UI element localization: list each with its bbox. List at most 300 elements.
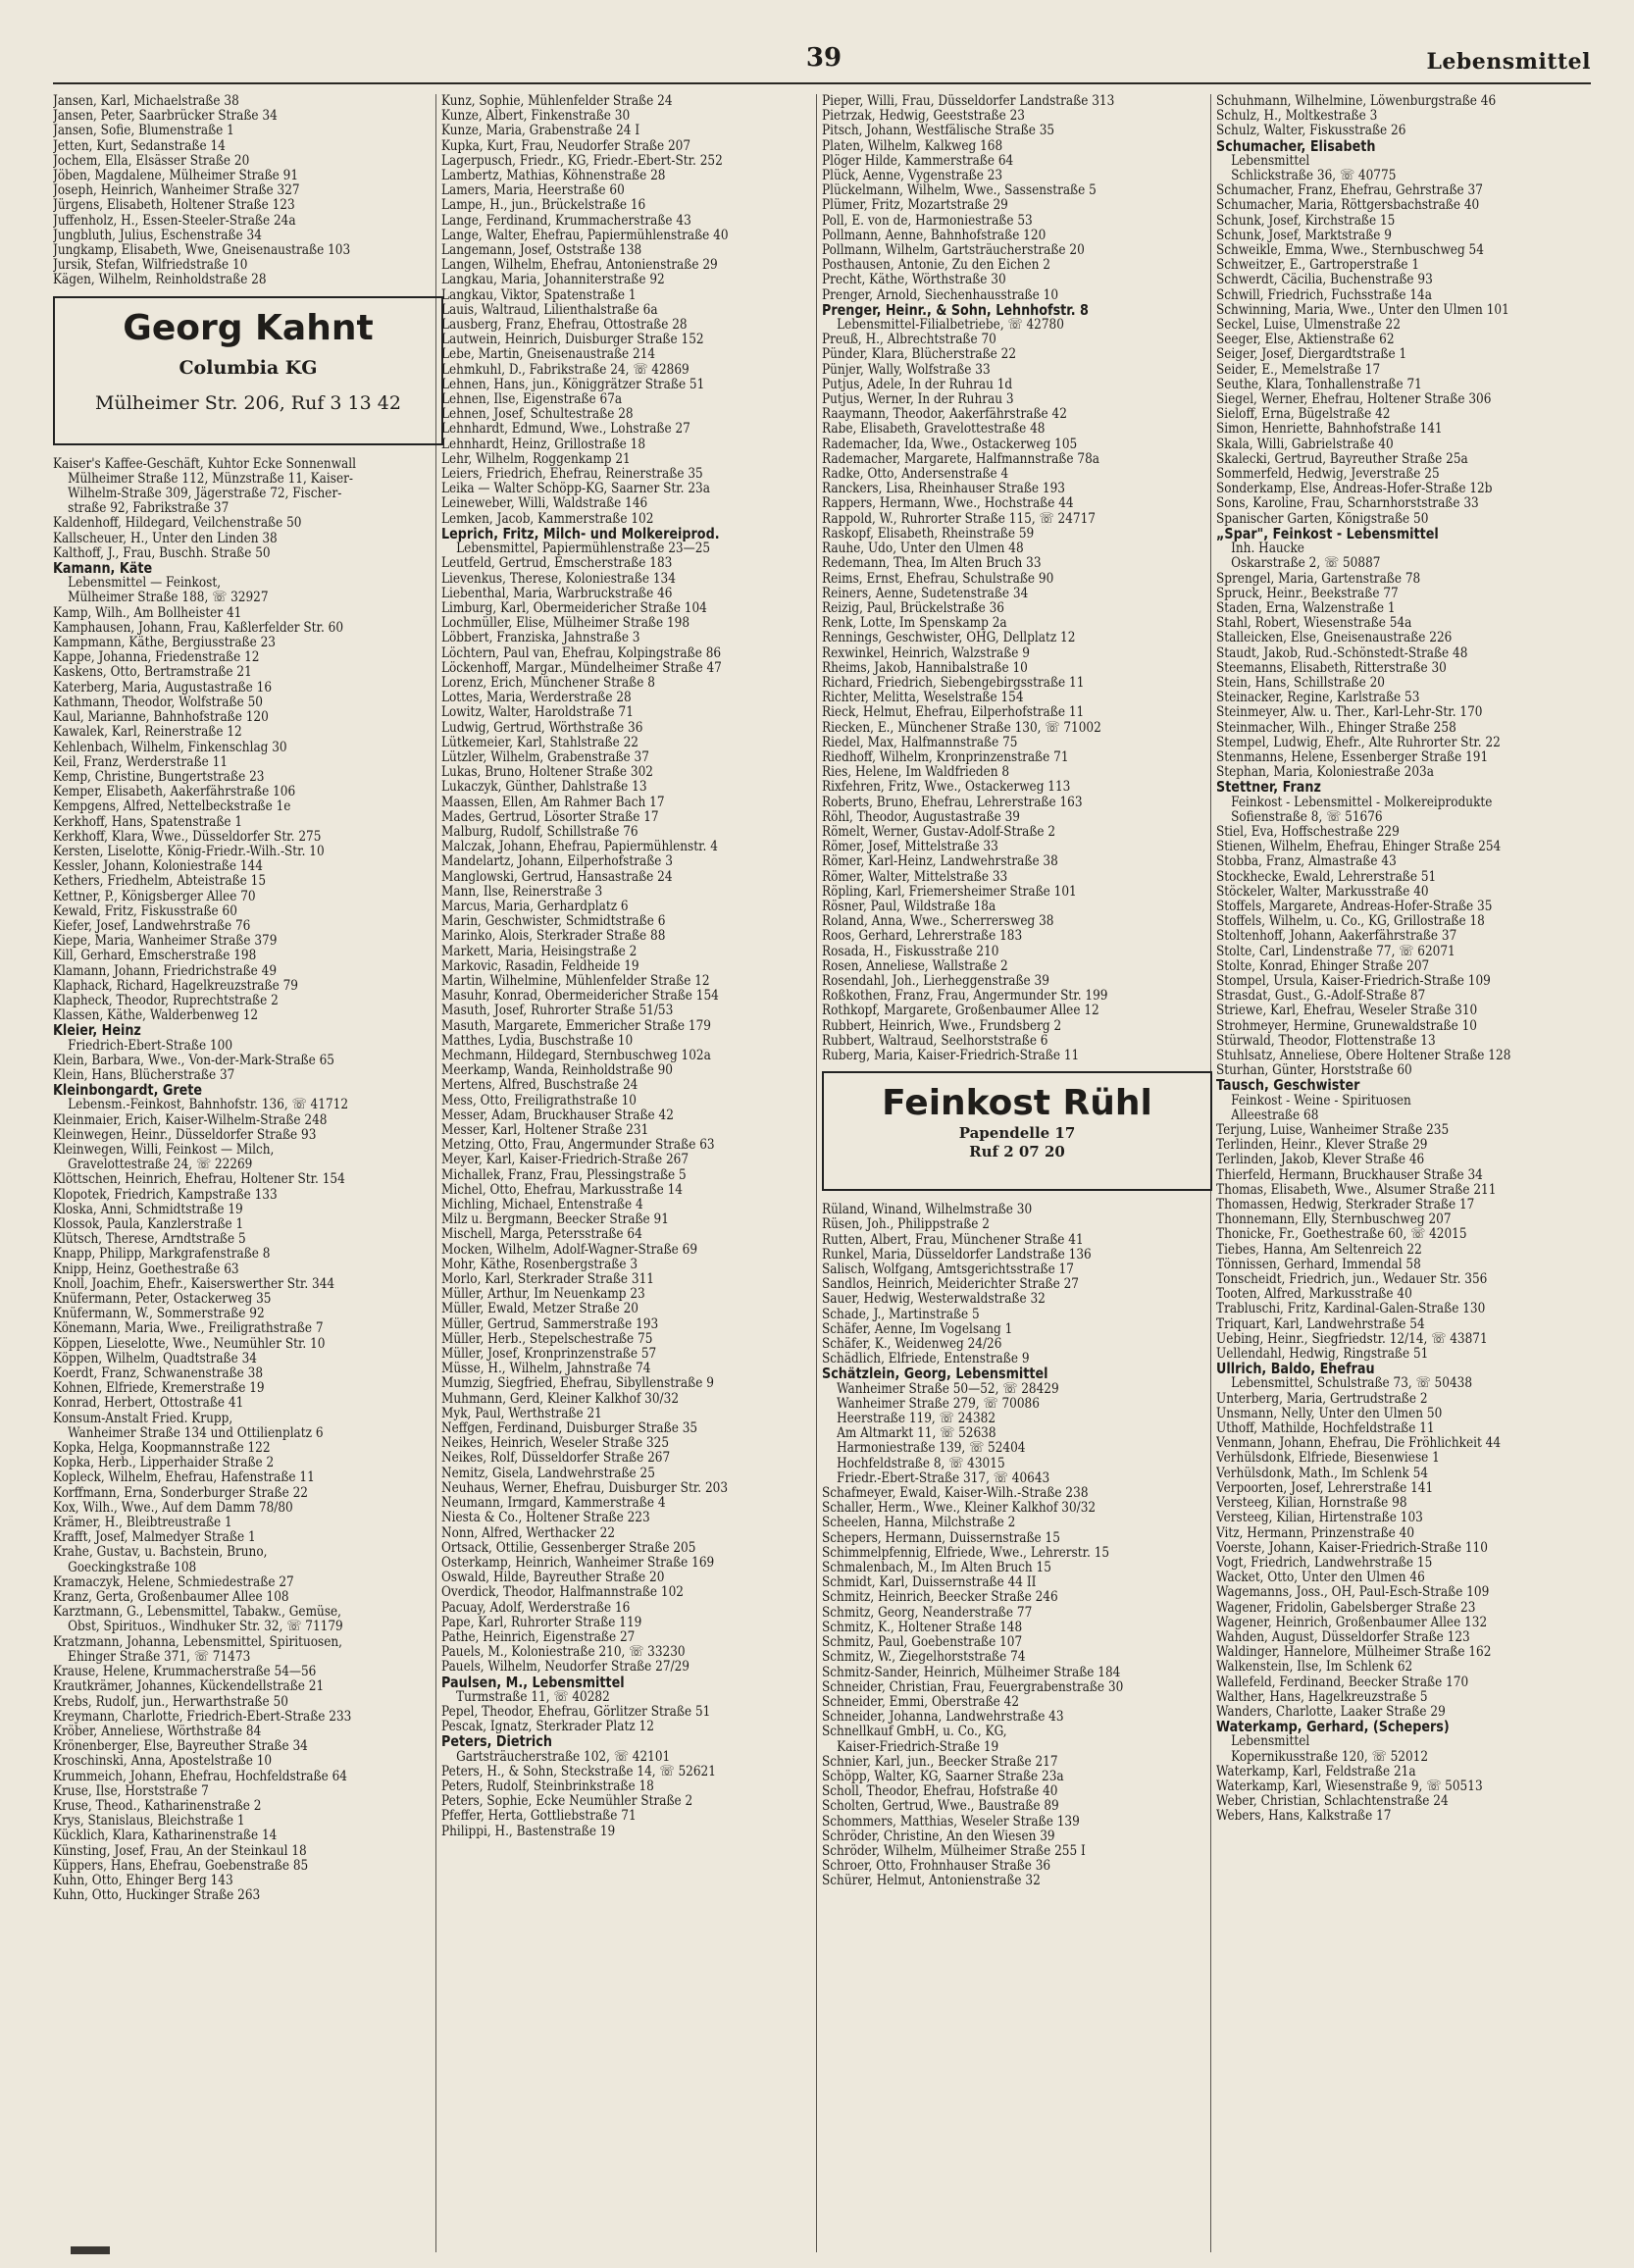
directory-entry: Thonicke, Fr., Goethestraße 60, ☏ 42015 — [1216, 1227, 1467, 1243]
directory-entry: Jungkamp, Elisabeth, Wwe, Gneisenaustraße 103 — [53, 243, 351, 259]
directory-column-4 — [1216, 94, 1608, 2258]
directory-entry: Skala, Willi, Gabrielstraße 40 — [1216, 437, 1394, 452]
directory-entry: Schunk, Josef, Kirchstraße 15 — [1216, 213, 1396, 229]
directory-entry: Kuhn, Otto, Huckinger Straße 263 — [53, 1888, 261, 1904]
directory-entry: Ranckers, Lisa, Rheinhauser Straße 193 — [822, 482, 1065, 497]
directory-entry: Klamann, Johann, Friedrichstraße 49 — [53, 963, 278, 979]
directory-entry: Künsting, Josef, Frau, An der Steinkaul 18 — [53, 1843, 307, 1859]
directory-entry: Spruck, Heinr., Beekstraße 77 — [1216, 586, 1399, 601]
entry-continuation: Mülheimer Straße 188, ☏ 32927 — [68, 591, 269, 606]
directory-entry: Stienen, Wilhelm, Ehefrau, Ehinger Straße 254 — [1216, 840, 1502, 855]
entry-heading: Prenger, Heinr., & Sohn, Lehnhofstr. 8 — [822, 302, 1089, 319]
directory-entry: Scholl, Theodor, Ehefrau, Hofstraße 40 — [822, 1784, 1058, 1800]
entry-continuation: Obst, Spirituos., Windhuker Str. 32, ☏ 71179 — [68, 1620, 343, 1635]
directory-entry: Röhl, Theodor, Augustastraße 39 — [822, 809, 1020, 825]
directory-entry: Stolte, Konrad, Ehinger Straße 207 — [1216, 958, 1430, 974]
directory-entry: Steinacker, Regine, Karlstraße 53 — [1216, 691, 1420, 706]
directory-entry: Schröder, Christine, An den Wiesen 39 — [822, 1829, 1055, 1844]
directory-entry: Messer, Karl, Holtener Straße 231 — [441, 1123, 649, 1139]
directory-entry: Müller, Gertrud, Sammerstraße 193 — [441, 1316, 659, 1332]
entry-continuation: Am Altmarkt 11, ☏ 52638 — [837, 1426, 996, 1442]
directory-entry: Kratzmann, Johanna, Lebensmittel, Spirituosen, — [53, 1634, 342, 1650]
directory-entry: Kägen, Wilhelm, Reinholdstraße 28 — [53, 273, 267, 288]
directory-entry: Kaldenhoff, Hildegard, Veilchenstraße 50 — [53, 516, 302, 532]
directory-entry: Stephan, Maria, Koloniestraße 203a — [1216, 765, 1434, 781]
directory-entry: Rothkopf, Margarete, Großenbaumer Allee 12 — [822, 1004, 1099, 1019]
directory-entry: Oswald, Hilde, Bayreuther Straße 20 — [441, 1571, 665, 1586]
entry-continuation: Wanheimer Straße 134 und Ottilienplatz 6 — [68, 1425, 324, 1441]
entry-continuation: Oskarstraße 2, ☏ 50887 — [1231, 556, 1381, 572]
directory-entry: Vogt, Friedrich, Landwehrstraße 15 — [1216, 1555, 1433, 1571]
directory-entry: Seiger, Josef, Diergardtstraße 1 — [1216, 347, 1407, 363]
directory-entry: Steemanns, Elisabeth, Ritterstraße 30 — [1216, 660, 1447, 676]
directory-entry: Löchtern, Paul van, Ehefrau, Kolpingstraße 86 — [441, 645, 722, 661]
directory-entry: Voerste, Johann, Kaiser-Friedrich-Straße 110 — [1216, 1540, 1488, 1556]
advertisement-box — [53, 296, 443, 445]
directory-entry: Stockhecke, Ewald, Lehrerstraße 51 — [1216, 869, 1437, 885]
directory-entry: Pollmann, Wilhelm, Gartsträucherstraße 20 — [822, 243, 1085, 259]
directory-entry: Nemitz, Gisela, Landwehrstraße 25 — [441, 1466, 655, 1481]
directory-entry: Peters, H., & Sohn, Steckstraße 14, ☏ 52621 — [441, 1764, 716, 1779]
directory-entry: Staden, Erna, Walzenstraße 1 — [1216, 600, 1396, 616]
directory-entry: Scholten, Gertrud, Wwe., Baustraße 89 — [822, 1799, 1059, 1815]
directory-entry: Rutten, Albert, Frau, Münchener Straße 41 — [822, 1232, 1084, 1248]
directory-entry: Schuhmann, Wilhelmine, Löwenburgstraße 46 — [1216, 94, 1497, 109]
directory-entry: Salisch, Wolfgang, Amtsgerichtsstraße 17 — [822, 1263, 1074, 1278]
directory-entry: Neuhaus, Werner, Ehefrau, Duisburger Str. 203 — [441, 1480, 729, 1496]
page-number: 39 — [805, 43, 843, 73]
directory-entry: Rosada, H., Fiskusstraße 210 — [822, 944, 999, 959]
directory-entry: Schmitz, Paul, Goebenstraße 107 — [822, 1635, 1023, 1651]
directory-entry: Metzing, Otto, Frau, Angermunder Straße 63 — [441, 1138, 715, 1154]
directory-entry: Meyer, Karl, Kaiser-Friedrich-Straße 267 — [441, 1153, 689, 1168]
entry-continuation: Kopernikusstraße 120, ☏ 52012 — [1231, 1749, 1429, 1765]
directory-entry: Lange, Walter, Ehefrau, Papiermühlenstraße 40 — [441, 228, 729, 243]
directory-entry: Jansen, Peter, Saarbrücker Straße 34 — [53, 109, 278, 125]
directory-entry: Meerkamp, Wanda, Reinholdstraße 90 — [441, 1063, 673, 1079]
directory-entry: Skalecki, Gertrud, Bayreuther Straße 25a — [1216, 451, 1468, 467]
directory-entry: Seckel, Luise, Ulmenstraße 22 — [1216, 318, 1401, 334]
directory-entry: Kunze, Albert, Finkenstraße 30 — [441, 109, 631, 125]
directory-entry: Osterkamp, Heinrich, Wanheimer Straße 169 — [441, 1555, 715, 1571]
directory-entry: Rheims, Jakob, Hannibalstraße 10 — [822, 660, 1028, 676]
directory-entry: Römer, Walter, Mittelstraße 33 — [822, 869, 1008, 885]
entry-heading: Paulsen, M., Lebensmittel — [441, 1675, 625, 1690]
directory-entry: Römelt, Werner, Gustav-Adolf-Straße 2 — [822, 824, 1056, 840]
directory-entry: Thomas, Elisabeth, Wwe., Alsumer Straße 211 — [1216, 1182, 1497, 1198]
directory-entry: Wagener, Heinrich, Großenbaumer Allee 132 — [1216, 1615, 1488, 1630]
directory-entry: Schumacher, Franz, Ehefrau, Gehrstraße 37 — [1216, 183, 1483, 199]
directory-entry: Kathmann, Theodor, Wolfstraße 50 — [53, 695, 263, 710]
directory-entry: Kopleck, Wilhelm, Ehefrau, Hafenstraße 11 — [53, 1470, 315, 1486]
entry-continuation: Lebensmittel, Schulstraße 73, ☏ 50438 — [1231, 1376, 1473, 1392]
entry-continuation: Lebensmittel, Papiermühlenstraße 23—25 — [456, 541, 711, 557]
directory-entry: Webers, Hans, Kalkstraße 17 — [1216, 1809, 1392, 1825]
directory-entry: Stuhlsatz, Anneliese, Obere Holtener Straße 128 — [1216, 1049, 1511, 1063]
directory-entry: Klein, Barbara, Wwe., Von-der-Mark-Straße 65 — [53, 1053, 334, 1068]
directory-entry: Mann, Ilse, Reinerstraße 3 — [441, 884, 603, 900]
directory-entry: Kettner, P., Königsberger Allee 70 — [53, 889, 256, 904]
directory-entry: Philippi, H., Bastenstraße 19 — [441, 1824, 616, 1839]
directory-entry: Stiel, Eva, Hoffschestraße 229 — [1216, 824, 1400, 840]
directory-entry: Sommerfeld, Hedwig, Jeverstraße 25 — [1216, 467, 1440, 483]
directory-entry: Schweitzer, E., Gartroperstraße 1 — [1216, 258, 1420, 274]
directory-entry: Kroschinski, Anna, Apostelstraße 10 — [53, 1754, 273, 1770]
directory-entry: Raskopf, Elisabeth, Rheinstraße 59 — [822, 526, 1035, 541]
directory-entry: Schnier, Karl, jun., Beecker Straße 217 — [822, 1754, 1058, 1770]
directory-entry: Schumacher, Maria, Röttgersbachstraße 40 — [1216, 198, 1480, 214]
directory-entry: Verhülsdonk, Math., Im Schlenk 54 — [1216, 1466, 1429, 1481]
ad-company-name: Feinkost Rühl — [882, 1083, 1152, 1124]
directory-entry: Sonderkamp, Else, Andreas-Hofer-Straße 12b — [1216, 482, 1493, 497]
directory-entry: Putjus, Adele, In der Ruhrau 1d — [822, 377, 1013, 392]
entry-continuation: Lebensmittel-Filialbetriebe, ☏ 42780 — [837, 318, 1064, 334]
directory-entry: Neumann, Irmgard, Kammerstraße 4 — [441, 1496, 666, 1512]
directory-entry: Röpling, Karl, Friemersheimer Straße 101 — [822, 884, 1077, 900]
directory-entry: Verpoorten, Josef, Lehrerstraße 141 — [1216, 1480, 1434, 1496]
entry-continuation: Sofienstraße 8, ☏ 51676 — [1231, 809, 1383, 825]
directory-entry: Stürwald, Theodor, Flottenstraße 13 — [1216, 1033, 1436, 1049]
directory-entry: Krafft, Josef, Malmedyer Straße 1 — [53, 1530, 256, 1546]
directory-entry: Stompel, Ursula, Kaiser-Friedrich-Straße 109 — [1216, 973, 1491, 989]
directory-entry: Leineweber, Willi, Waldstraße 146 — [441, 496, 648, 512]
directory-entry: Leutfeld, Gertrud, Emscherstraße 183 — [441, 556, 673, 572]
directory-entry: Pietrzak, Hedwig, Geeststraße 23 — [822, 109, 1025, 125]
entry-heading: „Spar", Feinkost - Lebensmittel — [1216, 526, 1439, 542]
advertisement-box — [822, 1071, 1212, 1191]
entry-continuation: Mülheimer Straße 112, Münzstraße 11, Kaiser- — [68, 471, 353, 487]
directory-entry: Posthausen, Antonie, Zu den Eichen 2 — [822, 258, 1050, 274]
entry-continuation: Turmstraße 11, ☏ 40282 — [456, 1689, 610, 1705]
directory-entry: Preuß, H., Albrechtstraße 70 — [822, 333, 996, 348]
directory-entry: Rixfehren, Fritz, Wwe., Ostackerweg 113 — [822, 780, 1071, 796]
directory-entry: Wallefeld, Ferdinand, Beecker Straße 170 — [1216, 1675, 1469, 1690]
directory-entry: Kamp, Wilh., Am Bollheister 41 — [53, 605, 242, 621]
header-rule — [53, 82, 1591, 84]
directory-entry: Schneider, Christian, Frau, Feuergrabenstraße 30 — [822, 1679, 1124, 1695]
directory-entry: Neikes, Rolf, Düsseldorfer Straße 267 — [441, 1451, 671, 1467]
directory-entry: Richard, Friedrich, Siebengebirgsstraße 11 — [822, 675, 1085, 691]
directory-entry: Muhmann, Gerd, Kleiner Kalkhof 30/32 — [441, 1391, 680, 1407]
directory-entry: Klapheck, Theodor, Ruprechtstraße 2 — [53, 993, 279, 1008]
directory-entry: Thomassen, Hedwig, Sterkrader Straße 17 — [1216, 1198, 1475, 1213]
directory-entry: Roos, Gerhard, Lehrerstraße 183 — [822, 929, 1023, 945]
directory-entry: Kruse, Ilse, Horststraße 7 — [53, 1783, 209, 1799]
directory-entry: Raaymann, Theodor, Aakerfährstraße 42 — [822, 407, 1067, 423]
directory-entry: Krebs, Rudolf, jun., Herwarthstraße 50 — [53, 1694, 288, 1710]
directory-entry: Markovic, Rasadin, Feldheide 19 — [441, 958, 639, 974]
entry-continuation: Ehinger Straße 371, ☏ 71473 — [68, 1649, 251, 1665]
directory-entry: Kaskens, Otto, Bertramstraße 21 — [53, 665, 252, 681]
directory-entry: Kleinwegen, Willi, Feinkost — Milch, — [53, 1142, 275, 1158]
directory-entry: Sauer, Hedwig, Westerwaldstraße 32 — [822, 1292, 1046, 1308]
directory-entry: Rüsen, Joh., Philippstraße 2 — [822, 1217, 990, 1233]
directory-entry: Plückelmann, Wilhelm, Wwe., Sassenstraße 5 — [822, 183, 1097, 199]
directory-entry: Schürer, Helmut, Antonienstraße 32 — [822, 1874, 1041, 1889]
directory-entry: Redemann, Thea, Im Alten Bruch 33 — [822, 556, 1042, 572]
directory-entry: Langemann, Josef, Oststraße 138 — [441, 243, 642, 259]
directory-entry: Ortsack, Ottilie, Gessenberger Straße 205 — [441, 1540, 696, 1556]
directory-entry: Klein, Hans, Blücherstraße 37 — [53, 1067, 235, 1083]
directory-entry: Michel, Otto, Ehefrau, Markusstraße 14 — [441, 1182, 683, 1198]
directory-entry: Lowitz, Walter, Haroldstraße 71 — [441, 705, 634, 721]
directory-entry: Malczak, Johann, Ehefrau, Papiermühlenstr. 4 — [441, 840, 718, 855]
directory-entry: Pepel, Theodor, Ehefrau, Görlitzer Straße 51 — [441, 1704, 711, 1720]
directory-entry: Pünder, Klara, Blücherstraße 22 — [822, 347, 1017, 363]
directory-entry: Sons, Karoline, Frau, Scharnhorststraße 33 — [1216, 496, 1479, 512]
ad-address: Papendelle 17 — [958, 1124, 1076, 1143]
directory-entry: Roland, Anna, Wwe., Scherrersweg 38 — [822, 914, 1054, 930]
entry-continuation: Friedr.-Ebert-Straße 317, ☏ 40643 — [837, 1470, 1050, 1486]
directory-entry: Stempel, Ludwig, Ehefr., Alte Ruhrorter Str. 22 — [1216, 735, 1501, 750]
directory-entry: Kox, Wilh., Wwe., Auf dem Damm 78/80 — [53, 1500, 293, 1516]
directory-entry: Morlo, Karl, Sterkrader Straße 311 — [441, 1272, 654, 1288]
entry-continuation: Schlickstraße 36, ☏ 40775 — [1231, 169, 1397, 184]
directory-entry: Lebe, Martin, Gneisenaustraße 214 — [441, 347, 656, 363]
entry-continuation: Lebensmittel — Feinkost, — [68, 576, 222, 592]
directory-entry: Vitz, Hermann, Prinzenstraße 40 — [1216, 1525, 1415, 1541]
entry-heading: Tausch, Geschwister — [1216, 1078, 1360, 1094]
directory-entry: Rubbert, Waltraud, Seelhorststraße 6 — [822, 1033, 1048, 1049]
directory-entry: Stoffels, Margarete, Andreas-Hofer-Straße 35 — [1216, 899, 1493, 914]
directory-entry: Lehnen, Hans, jun., Königgrätzer Straße 51 — [441, 377, 705, 392]
directory-entry: Sandlos, Heinrich, Meiderichter Straße 27 — [822, 1277, 1079, 1293]
directory-entry: Uebing, Heinr., Siegfriedstr. 12/14, ☏ 43871 — [1216, 1331, 1488, 1347]
directory-entry: Riedel, Max, Halfmannstraße 75 — [822, 735, 1018, 750]
directory-entry: Reiners, Aenne, Sudetenstraße 34 — [822, 586, 1029, 601]
directory-entry: Schafmeyer, Ewald, Kaiser-Wilh.-Straße 238 — [822, 1486, 1089, 1502]
directory-entry: Schröder, Wilhelm, Mülheimer Straße 255 I — [822, 1843, 1086, 1859]
directory-entry: Langkau, Maria, Johanniterstraße 92 — [441, 273, 665, 288]
directory-entry: Knüfermann, Peter, Ostackerweg 35 — [53, 1292, 272, 1308]
directory-entry: Thierfeld, Hermann, Bruckhauser Straße 34 — [1216, 1167, 1483, 1183]
directory-entry: Lorenz, Erich, Münchener Straße 8 — [441, 675, 655, 691]
directory-entry: Pape, Karl, Ruhrorter Straße 119 — [441, 1615, 642, 1630]
directory-entry: Stenmanns, Helene, Essenberger Straße 191 — [1216, 749, 1489, 765]
directory-entry: Kersten, Liselotte, König-Friedr.-Wilh.-Str. 10 — [53, 844, 325, 859]
directory-entry: Plück, Aenne, Vygenstraße 23 — [822, 169, 1003, 184]
directory-entry: Lange, Ferdinand, Krummacherstraße 43 — [441, 213, 691, 229]
directory-entry: Lützler, Wilhelm, Grabenstraße 37 — [441, 749, 649, 765]
directory-entry: Stein, Hans, Schillstraße 20 — [1216, 675, 1385, 691]
directory-entry: Kaul, Marianne, Bahnhofstraße 120 — [53, 710, 269, 726]
directory-entry: Lauis, Waltraud, Lilienthalstraße 6a — [441, 302, 658, 318]
directory-entry: Wagener, Fridolin, Gabelsberger Straße 23 — [1216, 1600, 1476, 1616]
directory-entry: Schimmelpfennig, Elfriede, Wwe., Lehrerstr. 15 — [822, 1545, 1110, 1561]
directory-entry: Pollmann, Aenne, Bahnhofstraße 120 — [822, 228, 1047, 243]
entry-heading: Kleier, Heinz — [53, 1023, 141, 1039]
directory-entry: Stöckeler, Walter, Markusstraße 40 — [1216, 884, 1429, 900]
directory-entry: Kreymann, Charlotte, Friedrich-Ebert-Straße 233 — [53, 1709, 352, 1725]
directory-entry: Markett, Maria, Heisingstraße 2 — [441, 944, 638, 959]
directory-entry: Ruberg, Maria, Kaiser-Friedrich-Straße 11 — [822, 1049, 1080, 1063]
directory-entry: Michallek, Franz, Frau, Plessingstraße 5 — [441, 1167, 687, 1183]
entry-continuation: Lebensmittel — [1231, 153, 1310, 169]
directory-entry: Lukaczyk, Günther, Dahlstraße 13 — [441, 780, 647, 796]
directory-entry: Kehlenbach, Wilhelm, Finkenschlag 30 — [53, 740, 287, 755]
directory-entry: Konrad, Herbert, Ottostraße 41 — [53, 1396, 244, 1412]
directory-entry: Precht, Käthe, Wörthstraße 30 — [822, 273, 1006, 288]
directory-entry: Mumzig, Siegfried, Ehefrau, Sibyllenstraße 9 — [441, 1376, 714, 1392]
directory-entry: Krause, Helene, Krummacherstraße 54—56 — [53, 1665, 317, 1680]
directory-entry: Kaiser's Kaffee-Geschäft, Kuhtor Ecke Sonnenwall — [53, 456, 356, 472]
directory-entry: Renk, Lotte, Im Spenskamp 2a — [822, 616, 1007, 632]
directory-entry: Roßkothen, Franz, Frau, Angermunder Str. 199 — [822, 989, 1108, 1005]
directory-entry: Stalleicken, Else, Gneisenaustraße 226 — [1216, 631, 1453, 646]
ad-phone: Ruf 2 07 20 — [969, 1143, 1065, 1161]
directory-entry: Jansen, Karl, Michaelstraße 38 — [53, 94, 239, 109]
directory-entry: Siegel, Werner, Ehefrau, Holtener Straße 306 — [1216, 392, 1492, 408]
directory-entry: Kohnen, Elfriede, Kremerstraße 19 — [53, 1381, 265, 1397]
directory-entry: Triquart, Karl, Landwehrstraße 54 — [1216, 1316, 1425, 1332]
directory-entry: Knoll, Joachim, Ehefr., Kaiserswerther Str. 344 — [53, 1276, 335, 1292]
entry-continuation: Feinkost - Lebensmittel - Molkereiprodukte — [1231, 795, 1493, 810]
directory-entry: Lambertz, Mathias, Köhnenstraße 28 — [441, 169, 666, 184]
directory-entry: Knapp, Philipp, Markgrafenstraße 8 — [53, 1247, 271, 1263]
directory-entry: Sieloff, Erna, Bügelstraße 42 — [1216, 407, 1391, 423]
directory-entry: Mischell, Marga, Petersstraße 64 — [441, 1227, 642, 1243]
directory-entry: Krönenberger, Else, Bayreuther Straße 34 — [53, 1739, 308, 1755]
directory-entry: Steinmacher, Wilh., Ehinger Straße 258 — [1216, 720, 1456, 736]
directory-entry: Marinko, Alois, Sterkrader Straße 88 — [441, 929, 666, 945]
directory-entry: Kallscheuer, H., Unter den Linden 38 — [53, 531, 278, 546]
directory-entry: Lemken, Jacob, Kammerstraße 102 — [441, 511, 654, 527]
directory-entry: Römer, Josef, Mittelstraße 33 — [822, 840, 998, 855]
directory-entry: Juffenholz, H., Essen-Steeler-Straße 24a — [53, 213, 296, 229]
directory-entry: Pauels, M., Koloniestraße 210, ☏ 33230 — [441, 1645, 686, 1661]
entry-continuation: Gartsträucherstraße 102, ☏ 42101 — [456, 1749, 671, 1765]
directory-entry: Lievenkus, Therese, Koloniestraße 134 — [441, 571, 676, 587]
directory-entry: Jöben, Magdalene, Mülheimer Straße 91 — [53, 169, 299, 184]
directory-entry: Schmitz, K., Holtener Straße 148 — [822, 1620, 1023, 1635]
directory-entry: Kessler, Johann, Koloniestraße 144 — [53, 859, 263, 875]
directory-entry: Rappold, W., Ruhrorter Straße 115, ☏ 24717 — [822, 511, 1096, 527]
directory-entry: Liebenthal, Maria, Warbruckstraße 46 — [441, 586, 673, 601]
directory-column-1 — [53, 94, 445, 2258]
directory-entry: Walther, Hans, Hagelkreuzstraße 5 — [1216, 1689, 1428, 1705]
directory-entry: Kopka, Herb., Lipperhaider Straße 2 — [53, 1456, 275, 1471]
directory-entry: Marin, Geschwister, Schmidtstraße 6 — [441, 914, 666, 930]
entry-continuation: Wanheimer Straße 50—52, ☏ 28429 — [837, 1381, 1059, 1397]
directory-entry: Schommers, Matthias, Weseler Straße 139 — [822, 1814, 1080, 1830]
directory-entry: Tonscheidt, Friedrich, jun., Wedauer Str. 356 — [1216, 1272, 1488, 1288]
directory-entry: Stoffels, Wilhelm, u. Co., KG, Grillostraße 18 — [1216, 914, 1485, 930]
directory-entry: Römer, Karl-Heinz, Landwehrstraße 38 — [822, 854, 1058, 870]
directory-entry: Rappers, Hermann, Wwe., Hochstraße 44 — [822, 496, 1074, 512]
directory-entry: Klassen, Käthe, Walderbenweg 12 — [53, 1008, 259, 1024]
directory-entry: Poll, E. von de, Harmoniestraße 53 — [822, 213, 1033, 229]
directory-entry: Köppen, Wilhelm, Quadtstraße 34 — [53, 1351, 257, 1366]
directory-entry: Pauels, Wilhelm, Neudorfer Straße 27/29 — [441, 1660, 689, 1675]
directory-entry: Trabluschi, Fritz, Kardinal-Galen-Straße 130 — [1216, 1302, 1486, 1317]
directory-entry: Schweikle, Emma, Wwe., Sternbuschweg 54 — [1216, 243, 1484, 259]
directory-entry: Versteeg, Kilian, Hirtenstraße 103 — [1216, 1511, 1423, 1526]
directory-entry: Koerdt, Franz, Schwanenstraße 38 — [53, 1366, 264, 1382]
directory-entry: Lütkemeier, Karl, Stahlstraße 22 — [441, 735, 638, 750]
directory-entry: Schmitz, Heinrich, Beecker Straße 246 — [822, 1590, 1058, 1606]
directory-entry: Terjung, Luise, Wanheimer Straße 235 — [1216, 1123, 1450, 1139]
directory-entry: Katerberg, Maria, Augustastraße 16 — [53, 680, 273, 696]
directory-entry: Schade, J., Martinstraße 5 — [822, 1307, 980, 1322]
entry-heading: Kamann, Käte — [53, 561, 153, 577]
directory-entry: Lampe, H., jun., Brückelstraße 16 — [441, 198, 646, 214]
directory-entry: Terlinden, Heinr., Klever Straße 29 — [1216, 1138, 1428, 1154]
directory-entry: Kethers, Friedhelm, Abteistraße 15 — [53, 874, 267, 890]
directory-entry: Schmidt, Karl, Duissernstraße 44 II — [822, 1575, 1037, 1591]
entry-heading: Waterkamp, Gerhard, (Schepers) — [1216, 1720, 1450, 1735]
directory-entry: Mades, Gertrud, Lösorter Straße 17 — [441, 809, 659, 825]
directory-entry: Stolte, Carl, Lindenstraße 77, ☏ 62071 — [1216, 944, 1455, 959]
directory-entry: Overdick, Theodor, Halfmannstraße 102 — [441, 1585, 685, 1601]
directory-entry: Konsum-Anstalt Fried. Krupp, — [53, 1411, 233, 1426]
directory-entry: Kopka, Helga, Koopmannstraße 122 — [53, 1441, 271, 1457]
directory-entry: Spanischer Garten, Königstraße 50 — [1216, 511, 1429, 527]
directory-entry: Martin, Wilhelmine, Mühlenfelder Straße 12 — [441, 973, 710, 989]
entry-continuation: Heerstraße 119, ☏ 24382 — [837, 1412, 996, 1427]
directory-entry: Stobba, Franz, Almastraße 43 — [1216, 854, 1397, 870]
directory-entry: Rauhe, Udo, Unter den Ulmen 48 — [822, 541, 1024, 557]
entry-heading: Kleinbongardt, Grete — [53, 1083, 203, 1099]
directory-entry: Putjus, Werner, In der Ruhrau 3 — [822, 392, 1014, 408]
directory-entry: Uthoff, Mathilde, Hochfeldstraße 11 — [1216, 1421, 1435, 1437]
directory-entry: Pathe, Heinrich, Eigenstraße 27 — [441, 1629, 636, 1645]
directory-entry: Weber, Christian, Schlachtenstraße 24 — [1216, 1794, 1449, 1810]
directory-entry: Waterkamp, Karl, Wiesenstraße 9, ☏ 50513 — [1216, 1778, 1483, 1794]
entry-heading: Leprich, Fritz, Milch- und Molkereiprod. — [441, 526, 720, 542]
directory-entry: Plümer, Fritz, Mozartstraße 29 — [822, 198, 1008, 214]
directory-entry: Lehmkuhl, D., Fabrikstraße 24, ☏ 42869 — [441, 362, 689, 378]
directory-entry: Lochmüller, Elise, Mülheimer Straße 198 — [441, 616, 690, 632]
entry-continuation: Goeckingkstraße 108 — [68, 1560, 197, 1575]
directory-entry: Masuth, Josef, Ruhrorter Straße 51/53 — [441, 1004, 674, 1019]
directory-entry: Wanders, Charlotte, Laaker Straße 29 — [1216, 1704, 1446, 1720]
directory-entry: Müller, Arthur, Im Neuenkamp 23 — [441, 1287, 645, 1303]
directory-entry: Nonn, Alfred, Werthacker 22 — [441, 1525, 616, 1541]
directory-entry: Jursik, Stefan, Wilfriedstraße 10 — [53, 258, 248, 274]
directory-entry: Krahe, Gustav, u. Bachstein, Bruno, — [53, 1545, 268, 1561]
directory-entry: Jürgens, Elisabeth, Holtener Straße 123 — [53, 198, 295, 214]
directory-entry: Schulz, Walter, Fiskusstraße 26 — [1216, 124, 1406, 139]
directory-entry: Waldinger, Hannelore, Mülheimer Straße 162 — [1216, 1645, 1492, 1661]
directory-entry: Masuhr, Konrad, Obermeidericher Straße 154 — [441, 989, 719, 1005]
directory-entry: Myk, Paul, Werthstraße 21 — [441, 1406, 602, 1421]
print-mark — [71, 2246, 110, 2254]
directory-entry: Rubbert, Heinrich, Wwe., Frundsberg 2 — [822, 1018, 1062, 1034]
directory-entry: Kranz, Gerta, Großenbaumer Allee 108 — [53, 1590, 289, 1606]
directory-entry: Maassen, Ellen, Am Rahmer Bach 17 — [441, 795, 665, 810]
directory-entry: Steinmeyer, Alw. u. Ther., Karl-Lehr-Str. 170 — [1216, 705, 1483, 721]
entry-continuation: straße 92, Fabrikstraße 37 — [68, 501, 230, 517]
directory-entry: Platen, Wilhelm, Kalkweg 168 — [822, 138, 1003, 154]
directory-entry: Schmalenbach, M., Im Alten Bruch 15 — [822, 1561, 1051, 1576]
directory-entry: Lehnhardt, Edmund, Wwe., Lohstraße 27 — [441, 422, 690, 438]
directory-entry: Schmitz, Georg, Neanderstraße 77 — [822, 1605, 1033, 1621]
directory-entry: Schmitz, W., Ziegelhorststraße 74 — [822, 1650, 1026, 1666]
directory-entry: Löbbert, Franziska, Jahnstraße 3 — [441, 631, 640, 646]
directory-entry: Klöttschen, Heinrich, Ehefrau, Holtener Str. 154 — [53, 1172, 345, 1188]
directory-entry: Kruse, Theod., Katharinenstraße 2 — [53, 1798, 262, 1814]
directory-entry: Schroer, Otto, Frohnhauser Straße 36 — [822, 1859, 1051, 1875]
directory-entry: Strohmeyer, Hermine, Grunewaldstraße 10 — [1216, 1018, 1477, 1034]
directory-entry: Unterberg, Maria, Gertrudstraße 2 — [1216, 1391, 1428, 1407]
directory-entry: Pieper, Willi, Frau, Düsseldorfer Landstraße 313 — [822, 94, 1115, 109]
directory-entry: Manglowski, Gertrud, Hansastraße 24 — [441, 869, 673, 885]
directory-entry: Schmitz-Sander, Heinrich, Mülheimer Straße 184 — [822, 1665, 1121, 1680]
entry-continuation: Kaiser-Friedrich-Straße 19 — [837, 1739, 999, 1755]
directory-entry: Messer, Adam, Bruckhauser Straße 42 — [441, 1108, 674, 1123]
directory-entry: Schneider, Emmi, Oberstraße 42 — [822, 1694, 1020, 1710]
directory-entry: Roberts, Bruno, Ehefrau, Lehrerstraße 163 — [822, 795, 1083, 810]
